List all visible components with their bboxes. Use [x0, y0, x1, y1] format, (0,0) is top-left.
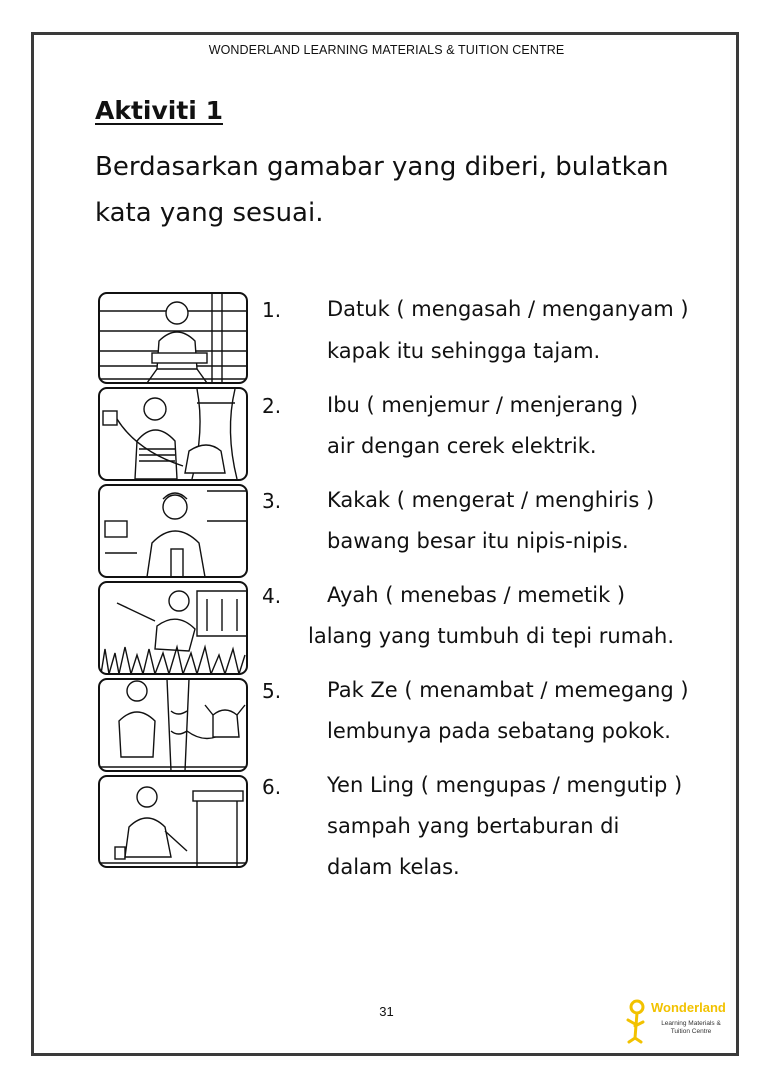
question-line: Ibu ( menjemur / menjerang ) [327, 393, 639, 417]
question-line: air dengan cerek elektrik. [327, 434, 597, 458]
logo-subtitle-line-1: Learning Materials & [661, 1020, 721, 1027]
question-line: dalam kelas. [327, 855, 460, 879]
question-line: lembunya pada sebatang pokok. [327, 719, 671, 743]
question-line: Ayah ( menebas / memetik ) [327, 583, 626, 607]
logo-subtitle [649, 1020, 733, 1036]
question-line: bawang besar itu nipis-nipis. [327, 529, 629, 553]
question-line: Kakak ( mengerat / menghiris ) [327, 488, 655, 512]
question-number: 3. [262, 489, 282, 513]
question-line: Datuk ( mengasah / menganyam ) [327, 297, 689, 321]
question-line: sampah yang bertaburan di [327, 814, 620, 838]
panel-2-kettle [103, 389, 237, 479]
key-figure-icon [623, 998, 649, 1044]
panel-6-picking-rubbish [99, 787, 247, 867]
instruction-line-1: Berdasarkan gamabar yang diberi, bulatkan [95, 152, 669, 182]
instruction-line-2: kata yang sesuai. [95, 198, 324, 228]
question-number: 2. [262, 394, 282, 418]
question-line: lalang yang tumbuh di tepi rumah. [308, 624, 675, 648]
panel-5-tying-cow [99, 679, 247, 771]
panel-4-cutting-grass [101, 591, 247, 674]
illustration-strip [97, 291, 249, 869]
instruction-text [95, 144, 715, 236]
page-number: 31 [379, 1004, 394, 1019]
wonderland-logo [621, 998, 733, 1046]
question-line: kapak itu sehingga tajam. [327, 339, 601, 363]
activity-title: Aktiviti 1 [95, 96, 223, 125]
question-number: 5. [262, 679, 282, 703]
question-number: 4. [262, 584, 282, 608]
question-number: 6. [262, 775, 282, 799]
panel-3-slicing [105, 491, 247, 577]
page-header: WONDERLAND LEARNING MATERIALS & TUITION CENTRE [208, 43, 565, 57]
panel-1-sharpening [99, 293, 247, 383]
question-number: 1. [262, 298, 282, 322]
logo-subtitle-line-2: Tuition Centre [670, 1028, 712, 1035]
logo-name: Wonderland [651, 1000, 726, 1015]
question-line: Pak Ze ( menambat / memegang ) [327, 678, 689, 702]
question-line: Yen Ling ( mengupas / mengutip ) [327, 773, 683, 797]
